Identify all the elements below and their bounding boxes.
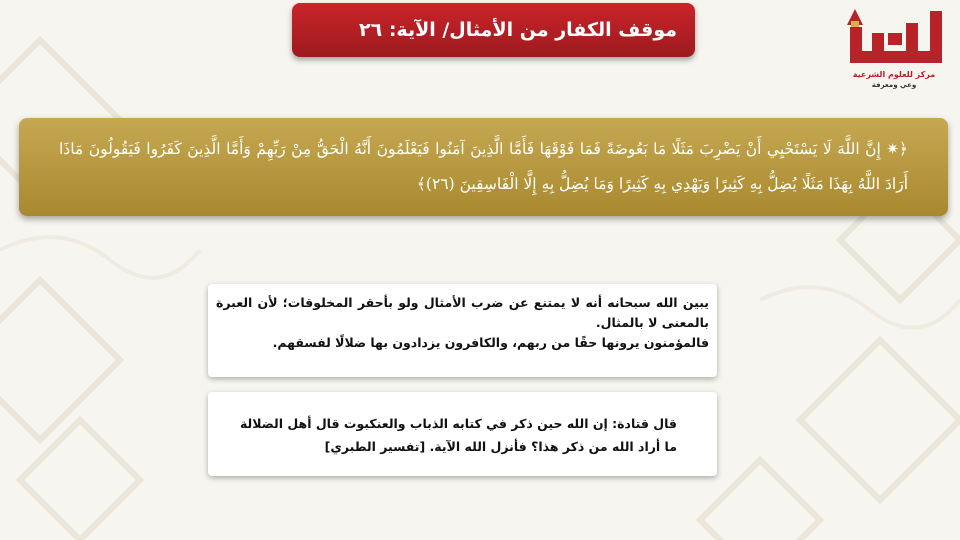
logo-subtitle: مركز للعلوم الشرعية وعي ومعرفة [852,70,936,89]
explanation-box [208,284,717,377]
tafsir-quote-box [208,392,717,476]
quran-verse-box [19,118,948,216]
verse-star-icon: ✷ [886,140,899,158]
page-title-text: موقف الكفار من الأمثال/ الآية: ٢٦ [359,19,677,41]
verse-text: إِنَّ اللَّهَ لَا يَسْتَحْيِي أَنْ يَضْرِبَ مَثَلًا مَا بَعُوضَةً فَمَا فَوْقَهَا فَأَمَّا الَّذِينَ آمَنُوا فَيَعْلَمُونَ أَنَّهُ الْحَقُّ مِنْ رَبِّهِمْ وَأَمَّا الَّذِينَ كَفَرُوا فَيَقُولُونَ مَاذَا أَرَادَ اللَّهُ بِهَذَا مَثَلًا يُضِلُّ بِهِ كَثِيرًا وَيَهْدِي بِهِ كَثِيرًا وَمَا يُضِلُّ بِهِ إِلَّا الْفَاسِقِينَ [59,140,908,193]
page-title [292,3,695,57]
verse-open-mark: ﴿ [898,140,908,158]
tafsir-quote-text: قال قتادة: إن الله حين ذكر في كتابه الذباب والعنكبوت قال أهل الضلالة ما أراد الله من ذكر هذا؟ فأنزل الله الآية. [تفسير الطبري] [239,416,677,454]
explanation-line-1: يبين الله سبحانه أنه لا يمتنع عن ضرب الأمثال ولو بأحقر المخلوقات؛ لأن العبرة بالمعنى لا بالمثال. [216,295,709,330]
explanation-line-2: فالمؤمنون يرونها حقًا من ربهم، والكافرون يزدادون بها ضلالًا لفسقهم. [272,335,709,350]
verse-close-mark: ﴾ [416,175,426,193]
verse-number: (٢٦) [425,175,455,193]
